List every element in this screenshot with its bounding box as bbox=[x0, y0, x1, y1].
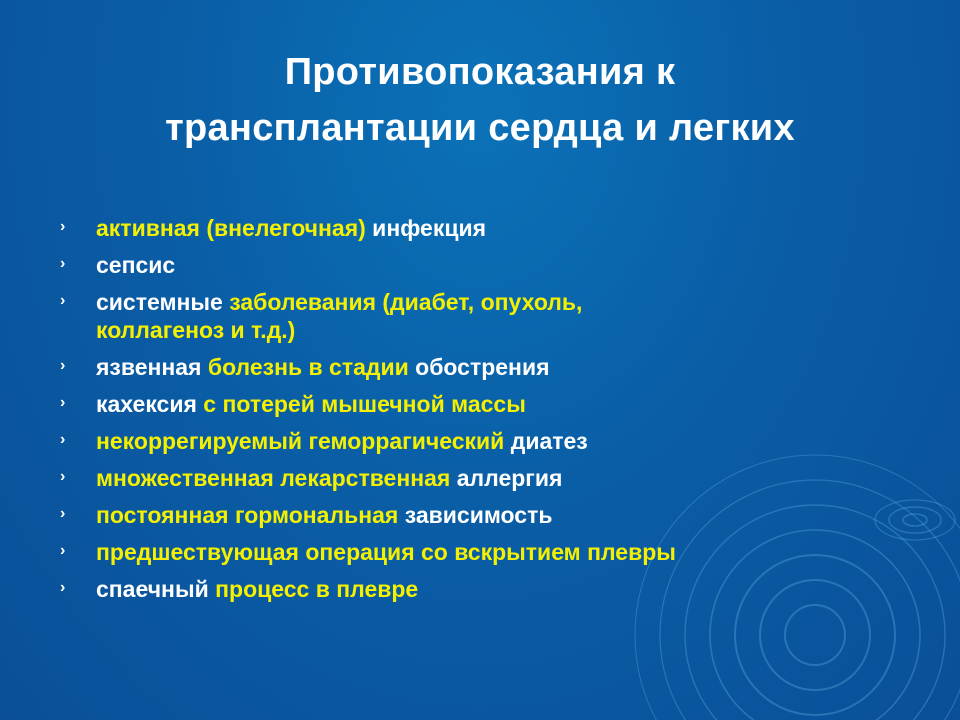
arrow-bullet-icon: › bbox=[60, 218, 66, 235]
slide-title bbox=[0, 44, 960, 156]
list-item: › предшествующая операция со вскрытием плевры bbox=[60, 539, 676, 565]
arrow-bullet-icon: › bbox=[60, 579, 66, 596]
list-item: › некоррегируемый геморрагический диатез bbox=[60, 428, 588, 454]
arrow-bullet-icon: › bbox=[60, 505, 66, 522]
arrow-bullet-icon: › bbox=[60, 292, 66, 309]
list-item: › постоянная гормональная зависимость bbox=[60, 502, 553, 528]
arrow-bullet-icon: › bbox=[60, 542, 66, 559]
list-item: › активная (внелегочная) инфекция bbox=[60, 215, 487, 241]
list-item: › множественная лекарственная аллергия bbox=[60, 465, 563, 491]
arrow-bullet-icon: › bbox=[60, 394, 66, 411]
arrow-bullet-icon: › bbox=[60, 431, 66, 448]
arrow-bullet-icon: › bbox=[60, 255, 66, 272]
list-item: › спаечный процесс в плевре bbox=[60, 576, 419, 602]
list-item: › сепсис bbox=[60, 252, 176, 278]
list-item: › язвенная болезнь в стадии обострения bbox=[60, 354, 550, 380]
arrow-bullet-icon: › bbox=[60, 468, 66, 485]
contraindications-list bbox=[58, 214, 938, 612]
list-item: › системные заболевания (диабет, опухоль, коллагеноз и т.д.) bbox=[60, 289, 583, 343]
title-line-1: Противопоказания к bbox=[284, 51, 676, 93]
arrow-bullet-icon: › bbox=[60, 357, 66, 374]
title-line-2: трансплантации сердца и легких bbox=[165, 107, 795, 149]
list-item: › кахексия с потерей мышечной массы bbox=[60, 391, 526, 417]
